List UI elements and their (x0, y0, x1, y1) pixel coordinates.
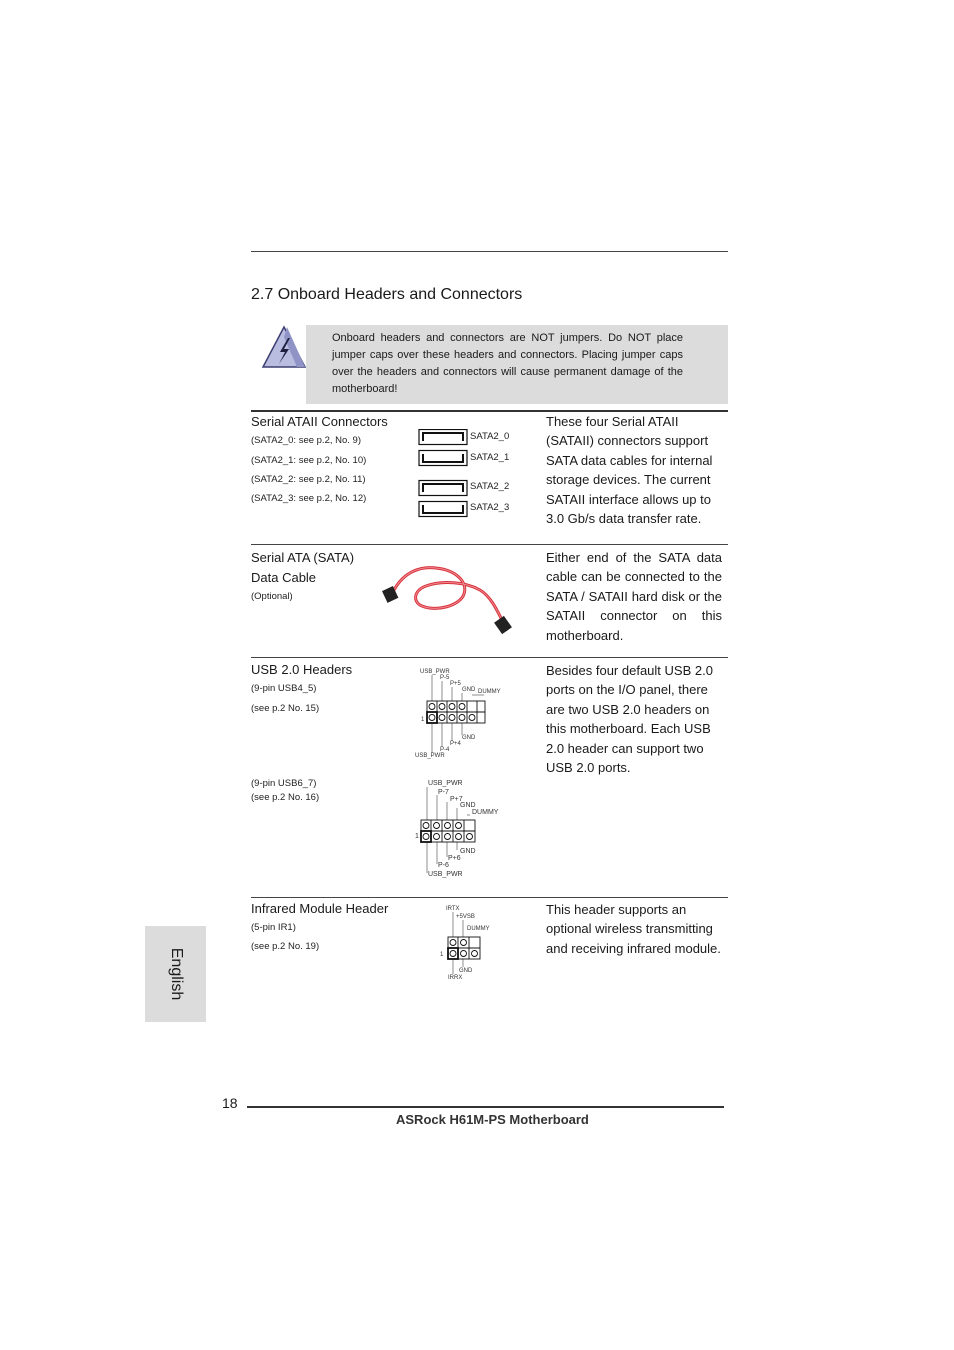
usb-headers-label: USB 2.0 Headers (251, 662, 353, 677)
usb2-dummy: DUMMY (472, 809, 499, 816)
sata-cable-description: Either end of the SATA data cable can be connected to the SATA / SATAII hard disk or the SATAII connector on this motherboard. (546, 550, 722, 643)
usb2-usbpwr-bottom: USB_PWR (428, 871, 463, 878)
usb1-gnd-top: GND (462, 687, 476, 693)
usb1-dummy: DUMMY (478, 689, 501, 695)
infrared-label: Infrared Module Header (251, 901, 389, 916)
sata-port-label-1: SATA2_1 (470, 452, 510, 463)
usb1-pplus-top: P+5 (450, 681, 461, 687)
ir-irtx: IRTX (446, 906, 460, 912)
ir-vsb: +5VSB (456, 914, 475, 920)
usb1-pin1: 1 (421, 717, 425, 723)
section-title: 2.7 Onboard Headers and Connectors (251, 286, 523, 303)
usb2-pminus-top: P-7 (438, 789, 449, 796)
sata-cable-label-line2: Data Cable (251, 570, 317, 585)
ir-gnd: GND (459, 968, 473, 974)
usb2-usbpwr-top: USB_PWR (428, 780, 463, 787)
sata-cable-label-line1: Serial ATA (SATA) (251, 550, 355, 565)
top-divider (251, 251, 728, 252)
usb-header1-diagram (412, 665, 502, 761)
usb1-gnd-bottom: GND (462, 735, 476, 741)
usb-header1-ref: (see p.2 No. 15) (251, 703, 320, 714)
usb1-pminus-bottom: P-4 (440, 747, 450, 753)
infrared-header-diagram (436, 900, 506, 982)
sata-connectors-description: These four Serial ATAII (SATAII) connectors support SATA data cables for internal storage devices. The current SATAII interface allows up to 3.0 Gb/s data transfer rate. (546, 414, 713, 527)
usb-header1-type: (9-pin USB4_5) (251, 683, 317, 694)
infrared-ref: (see p.2 No. 19) (251, 941, 320, 952)
sata-port-label-3: SATA2_3 (470, 502, 510, 513)
sata-ref-3: (SATA2_3: see p.2, No. 12) (251, 493, 367, 504)
usb2-pplus-top: P+7 (450, 796, 463, 803)
page-number: 18 (222, 1095, 238, 1111)
usb1-usbpwr-top: USB_PWR (420, 669, 450, 675)
usb2-pplus-bottom: P+6 (448, 855, 461, 862)
sata-cable-image (380, 560, 520, 640)
usb-header2-ref: (see p.2 No. 16) (251, 792, 320, 803)
infrared-pin-type: (5-pin IR1) (251, 922, 296, 933)
sata-ref-1: (SATA2_1: see p.2, No. 10) (251, 455, 367, 466)
sata-port-diagram (418, 429, 468, 519)
usb-headers-description: Besides four default USB 2.0 ports on the I/O panel, there are two USB 2.0 headers on this motherboard. Each USB 2.0 header can support two USB 2.0 ports. (546, 663, 713, 776)
sata-cable-optional: (Optional) (251, 591, 293, 602)
ir-irrx: IRRX (448, 975, 463, 981)
ir-dummy: DUMMY (467, 926, 490, 932)
sata-port-label-2: SATA2_2 (470, 481, 510, 492)
language-side-tab-text: English (167, 947, 185, 1001)
language-side-tab (145, 926, 206, 1022)
sata-ref-0: (SATA2_0: see p.2, No. 9) (251, 435, 362, 446)
row-divider-usb (251, 657, 728, 658)
warning-triangle-icon (258, 325, 308, 371)
warning-text: Onboard headers and connectors are NOT jumpers. Do NOT place jumper caps over these headers and connectors. Placing jumper caps over the headers and connectors will cause permanent damage of the motherboard! (332, 332, 683, 395)
row-divider-infrared (251, 897, 728, 898)
usb1-usbpwr-bottom: USB_PWR (415, 753, 445, 759)
row-divider-cable (251, 544, 728, 545)
usb2-gnd-top: GND (460, 802, 476, 809)
sata-connectors-label: Serial ATAII Connectors (251, 414, 388, 429)
ir-pin1: 1 (440, 952, 444, 958)
usb-header2-diagram (412, 776, 502, 880)
infrared-description: This header supports an optional wireless transmitting and receiving infrared module. (546, 902, 721, 956)
usb2-pminus-bottom: P-6 (438, 862, 449, 869)
usb1-pplus-bottom: P+4 (450, 741, 461, 747)
usb2-gnd-bottom: GND (460, 848, 476, 855)
sata-ref-2: (SATA2_2: see p.2, No. 11) (251, 474, 366, 485)
footer-rule (247, 1106, 724, 1108)
usb1-pminus-top: P-5 (440, 675, 450, 681)
usb-header2-type: (9-pin USB6_7) (251, 778, 317, 789)
usb2-pin1: 1 (415, 833, 419, 840)
sata-port-label-0: SATA2_0 (470, 431, 510, 442)
footer-text: ASRock H61M-PS Motherboard (396, 1112, 589, 1127)
